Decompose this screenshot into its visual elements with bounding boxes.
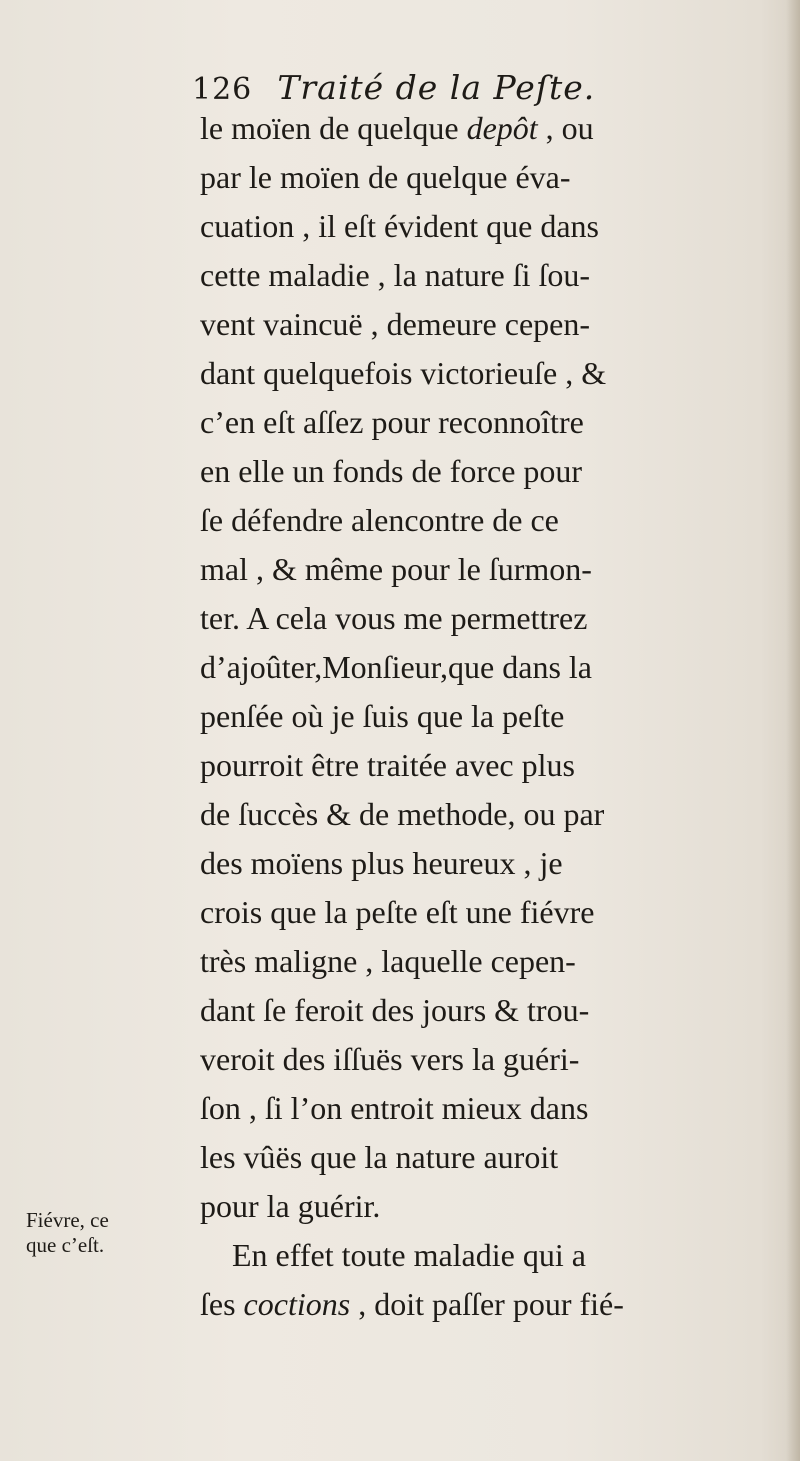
text-segment: très maligne , laquelle cepen-	[200, 943, 576, 979]
italic-term: coctions	[243, 1286, 351, 1322]
text-segment: c’en eſt aſſez pour reconnoître	[200, 404, 584, 440]
margin-note-line-2: que c’eſt.	[26, 1233, 105, 1257]
text-line	[200, 251, 800, 300]
body-text	[200, 104, 800, 1329]
text-line	[200, 937, 800, 986]
text-segment: ſes	[200, 1286, 244, 1322]
text-line	[200, 790, 800, 839]
text-segment: les vûës que la nature auroit	[200, 1139, 559, 1175]
text-segment: cuation , il eſt évident que dans	[200, 208, 599, 244]
text-line	[200, 300, 800, 349]
text-segment: le moïen de quelque	[200, 110, 467, 146]
text-segment: ſon , ſi l’on entroit mieux dans	[200, 1090, 589, 1126]
text-line	[200, 1133, 800, 1182]
text-segment: ter. A cela vous me permettrez	[200, 600, 588, 636]
text-line	[200, 643, 800, 692]
text-line	[200, 447, 800, 496]
text-line	[200, 1035, 800, 1084]
text-segment: d’ajoûter,Monſieur,que dans la	[200, 649, 592, 685]
text-segment: , ou	[537, 110, 594, 146]
text-line	[200, 398, 800, 447]
text-line	[200, 153, 800, 202]
running-title: Traité de la Peſte.	[277, 68, 596, 107]
italic-term: depôt	[466, 110, 538, 146]
text-line	[200, 1280, 800, 1329]
text-segment: crois que la peſte eſt une fiévre	[200, 894, 595, 930]
text-segment: en elle un fonds de force pour	[200, 453, 583, 489]
text-segment: pour la guérir.	[200, 1188, 381, 1224]
text-line	[200, 986, 800, 1035]
text-segment: dant ſe feroit des jours & trou-	[200, 992, 590, 1028]
text-line	[200, 741, 800, 790]
text-line	[200, 349, 800, 398]
text-segment: cette maladie , la nature ſi ſou-	[200, 257, 591, 293]
text-segment: penſée où je ſuis que la peſte	[200, 698, 565, 734]
text-line	[200, 839, 800, 888]
text-segment: de ſuccès & de methode, ou par	[200, 796, 605, 832]
text-segment: veroit des iſſuës vers la guéri-	[200, 1041, 580, 1077]
text-segment: pourroit être traitée avec plus	[200, 747, 575, 783]
page-number: 126	[192, 72, 253, 107]
text-line	[200, 1231, 800, 1280]
text-line	[200, 1182, 800, 1231]
text-line	[200, 692, 800, 741]
text-line	[200, 202, 800, 251]
text-segment: des moïens plus heureux , je	[200, 845, 563, 881]
text-line	[200, 545, 800, 594]
text-line	[200, 1084, 800, 1133]
text-line	[200, 594, 800, 643]
text-segment: En effet toute maladie qui a	[200, 1237, 586, 1273]
text-segment: par le moïen de quelque éva-	[200, 159, 571, 195]
text-segment: ſe défendre alencontre de ce	[200, 502, 559, 538]
text-segment: mal , & même pour le ſurmon-	[200, 551, 592, 587]
text-segment: dant quelquefois victorieuſe , &	[200, 355, 607, 391]
text-segment: vent vaincuë , demeure cepen-	[200, 306, 591, 342]
text-line	[200, 104, 800, 153]
text-line	[200, 888, 800, 937]
text-segment: , doit paſſer pour fié-	[350, 1286, 624, 1322]
margin-note-line-1: Fiévre, ce	[26, 1208, 109, 1232]
text-line	[200, 496, 800, 545]
